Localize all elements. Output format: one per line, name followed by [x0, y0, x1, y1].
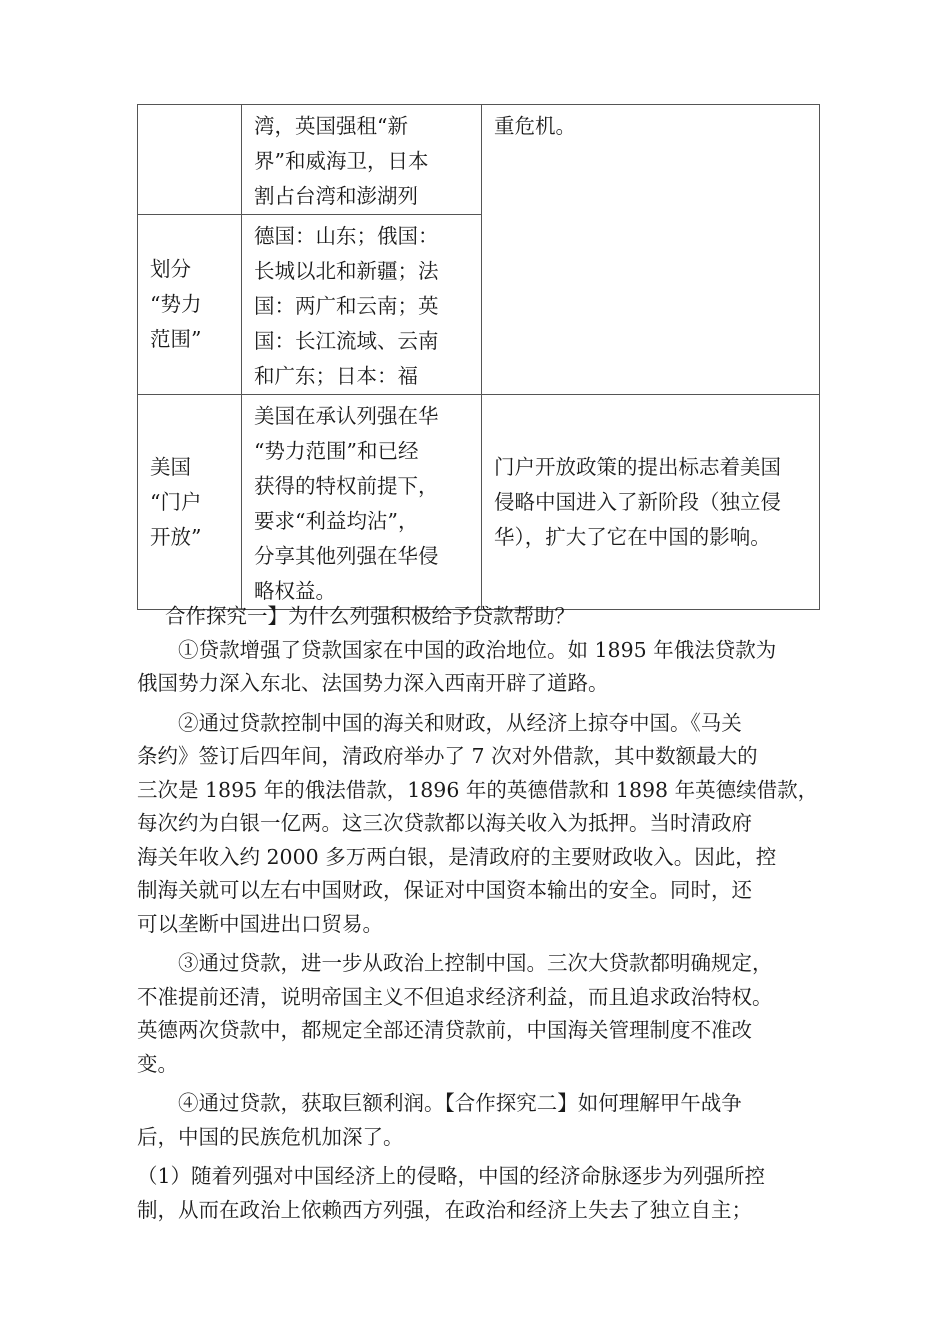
- paragraph-4: ④通过贷款，获取巨额利润。【合作探究二】如何理解甲午战争 后，中国的民族危机加深了。: [137, 1091, 742, 1149]
- cell-text: 和广东；日本：福: [254, 364, 418, 388]
- row-label-cell: [138, 105, 242, 215]
- row-impact-cell: [482, 395, 820, 610]
- paragraph-3: ③通过贷款，进一步从政治上控制中国。三次大贷款都明确规定， 不准提前还清，说明帝国主义不但追求经济利益，而且追求政治特权。 英德两次贷款中，都规定全部还清贷款前，中国海关管理制度不准改 变。: [137, 951, 773, 1076]
- cell-text: 开放”: [150, 524, 202, 549]
- cell-text: “势力范围”和已经: [254, 439, 419, 463]
- cell-text: 重危机。: [494, 114, 576, 138]
- cell-text: “势力: [150, 292, 202, 316]
- table-row: [138, 395, 820, 610]
- cell-text: 获得的特权前提下，: [254, 474, 439, 498]
- history-table: [137, 104, 820, 610]
- cell-text: 割占台湾和澎湖列: [254, 184, 418, 208]
- cell-text: 界”和威海卫，日本: [254, 149, 429, 173]
- cell-text: 国：两广和云南；英: [254, 294, 439, 318]
- row-content-cell: [242, 215, 482, 395]
- body-text: [137, 600, 827, 1233]
- paragraph-5: （1）随着列强对中国经济上的侵略，中国的经济命脉逐步为列强所控 制，从而在政治上依赖西方列强，在政治和经济上失去了独立自主；: [137, 1164, 766, 1222]
- row-content-cell: [242, 395, 482, 610]
- row-impact-cell: [482, 105, 820, 395]
- row-label-cell: [138, 395, 242, 610]
- paragraph-1: ①贷款增强了贷款国家在中国的政治地位。如 1895 年俄法贷款为 俄国势力深入东北、法国势力深入西南开辟了道路。: [137, 637, 777, 695]
- cell-text: 要求“利益均沾”，: [254, 509, 419, 533]
- row-content-cell: [242, 105, 482, 215]
- cell-text: 湾，英国强租“新: [254, 114, 408, 138]
- cell-text: 美国: [150, 454, 191, 479]
- cell-text: 美国在承认列强在华: [254, 404, 439, 428]
- paragraph-2: ②通过贷款控制中国的海关和财政，从经济上掠夺中国。《马关 条约》签订后四年间，清政府举办了 7 次对外借款，其中数额最大的 三次是 1895 年的俄法借款，1896 年的英德借款和 1898 年英德续借款， 每次约为白银一亿两。这三次贷款都以海关收入为抵押。当时清政府 海关年收入约 2000 多万两白银，是清政府的主要财政收入。因此，控 制海关就可以左右中国财政，保证对中国资本输出的安全。同时，还 可以垄断中国进出口贸易。: [137, 710, 819, 936]
- cell-text: “门户: [150, 489, 202, 514]
- cell-text: 门户开放政策的提出标志着美国: [494, 454, 781, 479]
- cell-text: 分享其他列强在华侵: [254, 544, 439, 568]
- cell-text: 范围”: [150, 327, 202, 351]
- cell-text: 侵略中国进入了新阶段（独立侵: [494, 489, 781, 514]
- cell-text: 华），扩大了它在中国的影响。: [494, 524, 771, 549]
- cell-text: 国：长江流域、云南: [254, 329, 439, 353]
- cell-text: 德国：山东；俄国：: [254, 224, 439, 248]
- row-label-cell: [138, 215, 242, 395]
- section-heading: 合作探究一】为什么列强积极给予贷款帮助？: [165, 604, 575, 628]
- cell-text: 略权益。: [254, 579, 336, 603]
- table-row: [138, 105, 820, 215]
- cell-text: 长城以北和新疆；法: [254, 259, 439, 283]
- cell-text: 划分: [150, 257, 191, 281]
